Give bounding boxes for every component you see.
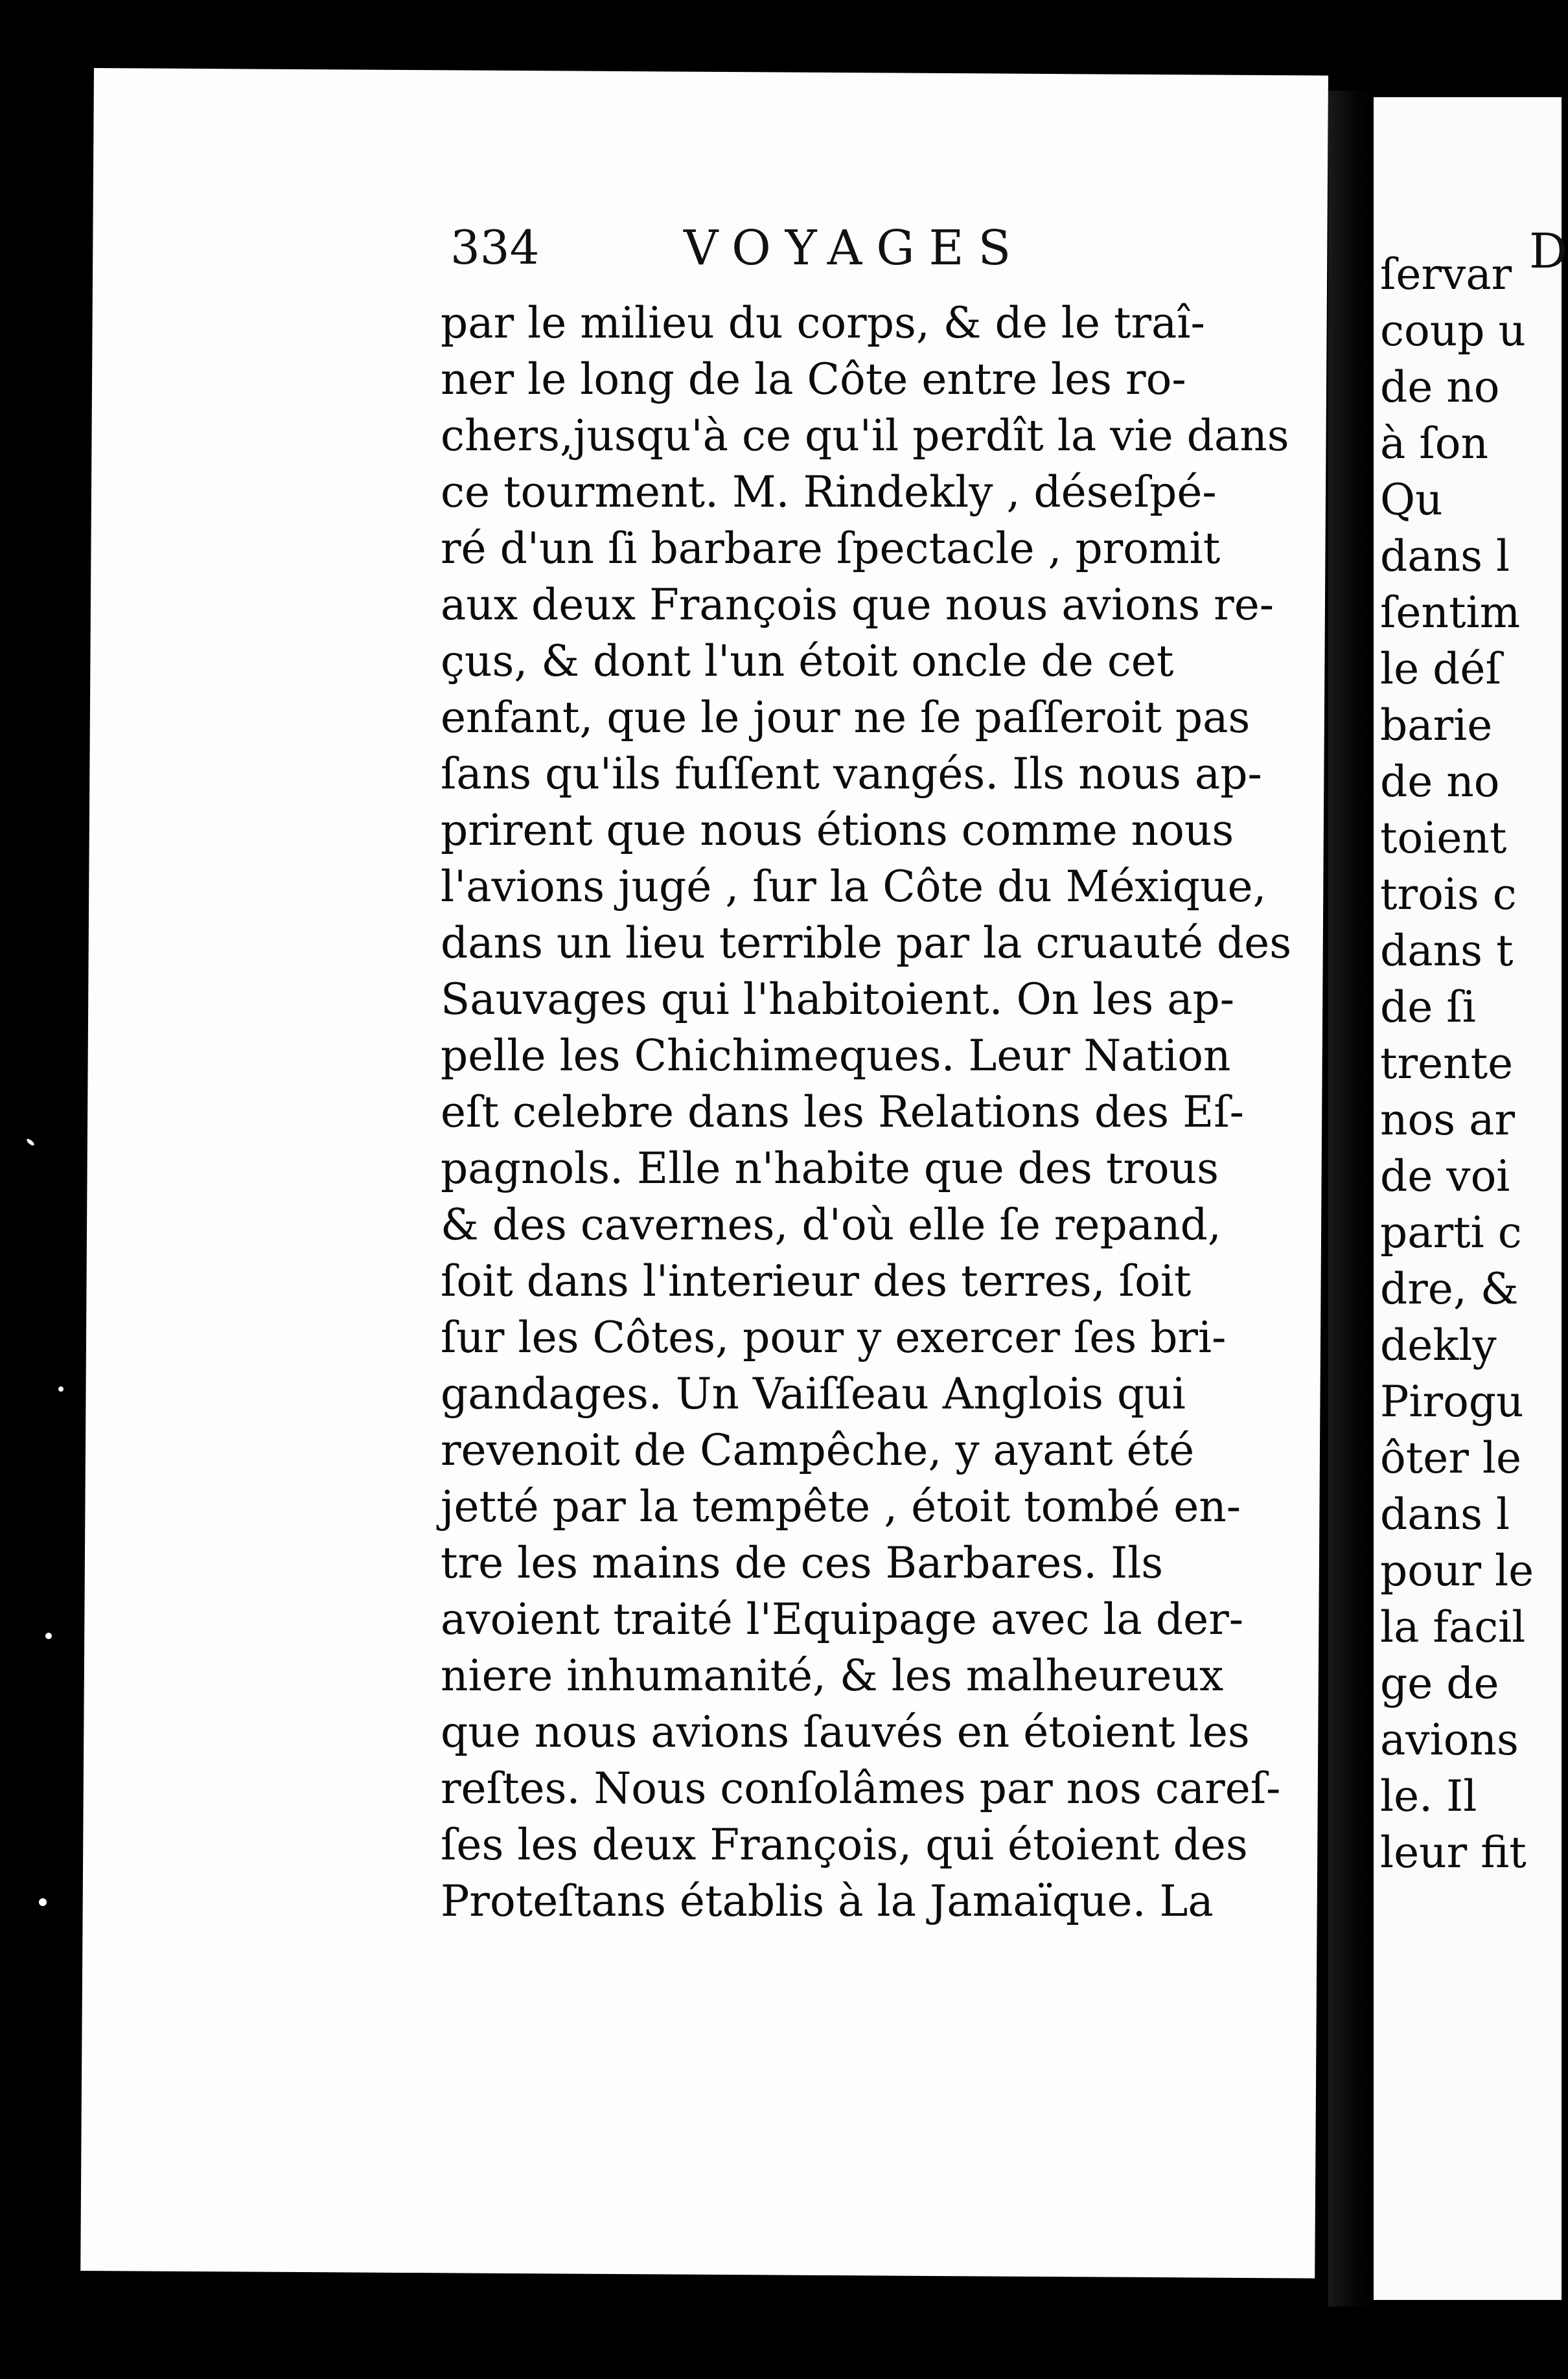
text-line: pelle les Chichimeques. Leur Nation bbox=[441, 1031, 1231, 1081]
text-line: ſes les deux François, qui étoient des bbox=[441, 1820, 1248, 1870]
text-line: ſur les Côtes, pour y exercer ſes bri- bbox=[441, 1313, 1227, 1362]
text-line: çus, & dont l'un étoit oncle de cet bbox=[441, 636, 1174, 686]
text-line: ſans qu'ils fuſſent vangés. Ils nous ap- bbox=[441, 749, 1262, 799]
text-line: Proteſtans établis à la Jamaïque. La bbox=[441, 1876, 1214, 1926]
text-line: chers,jusqu'à ce qu'il perdît la vie dans bbox=[441, 411, 1289, 461]
text-line: dans t bbox=[1380, 926, 1514, 976]
text-line: leur fit bbox=[1380, 1828, 1527, 1878]
text-line: trois c bbox=[1380, 869, 1517, 919]
page-number: 334 bbox=[450, 220, 540, 275]
text-line: ſentim bbox=[1380, 588, 1521, 638]
text-line: barie bbox=[1380, 700, 1493, 750]
text-line: dre, & bbox=[1380, 1264, 1519, 1314]
text-line: de ſi bbox=[1380, 982, 1476, 1032]
text-line: Sauvages qui l'habitoient. On les ap- bbox=[441, 974, 1235, 1024]
text-line: & des cavernes, d'où elle ſe repand, bbox=[441, 1200, 1221, 1250]
text-line: l'avions jugé , ſur la Côte du Méxique, bbox=[441, 862, 1267, 912]
text-line: toient bbox=[1380, 813, 1507, 863]
text-line: avoient traité l'Equipage avec la der- bbox=[441, 1594, 1244, 1644]
text-line: gandages. Un Vaiſſeau Anglois qui bbox=[441, 1369, 1186, 1419]
text-line: Pirogu bbox=[1380, 1377, 1524, 1427]
text-line: le. Il bbox=[1380, 1771, 1477, 1821]
text-line: niere inhumanité, & les malheureux bbox=[441, 1651, 1224, 1701]
right-page bbox=[1374, 97, 1568, 2300]
text-line: pagnols. Elle n'habite que des trous bbox=[441, 1144, 1219, 1193]
text-line: nos ar bbox=[1380, 1095, 1515, 1145]
text-line: tre les mains de ces Barbares. Ils bbox=[441, 1538, 1164, 1588]
text-line: enfant, que le jour ne ſe paſſeroit pas bbox=[441, 693, 1251, 742]
right-page-header: D bbox=[1529, 224, 1568, 279]
page-header bbox=[450, 214, 1257, 285]
text-line: ce tourment. M. Rindekly , déseſpé- bbox=[441, 467, 1217, 517]
text-line: ner le long de la Côte entre les ro- bbox=[441, 354, 1186, 404]
dust-speck bbox=[26, 1138, 36, 1147]
right-page-text bbox=[1380, 246, 1568, 1881]
text-line: que nous avions ſauvés en étoient les bbox=[441, 1707, 1250, 1757]
text-line: avions bbox=[1380, 1715, 1519, 1765]
text-line: pour le bbox=[1380, 1546, 1534, 1596]
text-line: revenoit de Campêche, y ayant été bbox=[441, 1425, 1195, 1475]
text-line: aux deux François que nous avions re- bbox=[441, 580, 1274, 630]
dust-speck bbox=[39, 1898, 47, 1906]
text-line: ſervar bbox=[1380, 249, 1512, 299]
text-line: jetté par la tempête , étoit tombé en- bbox=[441, 1482, 1241, 1532]
body-text bbox=[441, 295, 1292, 1929]
book-gutter bbox=[1328, 91, 1374, 2306]
text-line: ge de bbox=[1380, 1659, 1499, 1708]
running-title: VOYAGES bbox=[684, 220, 1026, 276]
text-line: à ſon bbox=[1380, 419, 1488, 468]
text-line: la facil bbox=[1380, 1602, 1526, 1652]
dust-speck bbox=[58, 1386, 63, 1392]
text-line: parti c bbox=[1380, 1208, 1522, 1258]
dust-speck bbox=[45, 1633, 52, 1639]
text-line: trente bbox=[1380, 1039, 1514, 1088]
text-line: par le milieu du corps, & de le traî- bbox=[441, 298, 1205, 348]
text-line: Qu bbox=[1380, 475, 1443, 525]
text-line: dekly bbox=[1380, 1320, 1497, 1370]
text-line: prirent que nous étions comme nous bbox=[441, 805, 1234, 855]
text-line: de voi bbox=[1380, 1151, 1510, 1201]
text-line: ôter le bbox=[1380, 1433, 1522, 1483]
text-line: de no bbox=[1380, 362, 1500, 412]
text-line: dans l bbox=[1380, 1489, 1510, 1539]
text-line: de no bbox=[1380, 757, 1500, 807]
text-line: le déſ bbox=[1380, 644, 1501, 694]
text-line: coup u bbox=[1380, 306, 1526, 356]
text-line: dans l bbox=[1380, 531, 1510, 581]
text-line: ré d'un ſi barbare ſpectacle , promit bbox=[441, 523, 1221, 573]
text-line: eſt celebre dans les Relations des Eſ- bbox=[441, 1087, 1244, 1137]
text-line: reſtes. Nous conſolâmes par nos careſ- bbox=[441, 1764, 1281, 1813]
text-line: dans un lieu terrible par la cruauté des bbox=[441, 918, 1292, 968]
text-line: ſoit dans l'interieur des terres, ſoit bbox=[441, 1256, 1192, 1306]
